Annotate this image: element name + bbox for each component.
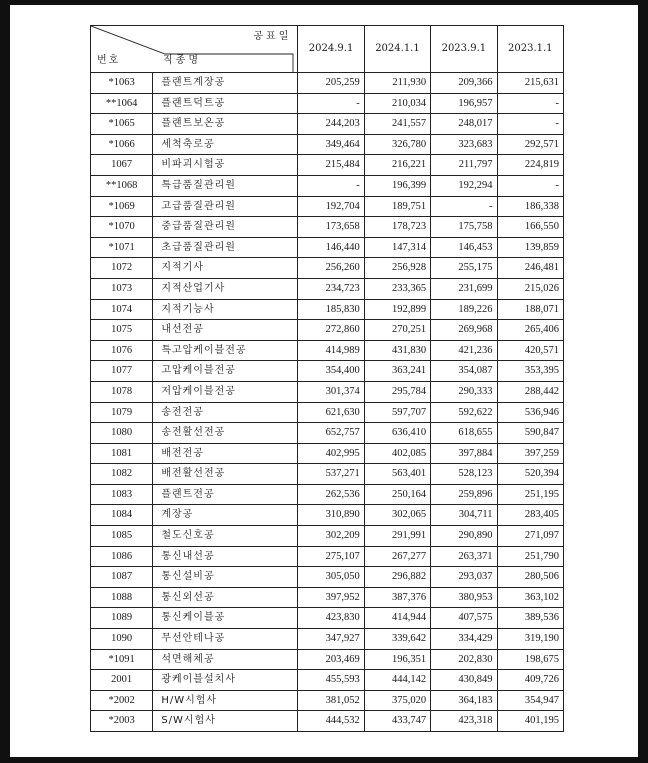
wage-value-cell: 618,655 — [431, 423, 497, 444]
wage-value-cell: 248,017 — [431, 114, 497, 135]
wage-value-cell: 270,251 — [364, 320, 430, 341]
wage-value-cell: 636,410 — [364, 423, 430, 444]
document-page — [10, 5, 638, 757]
job-code-cell: 1073 — [91, 278, 153, 299]
wage-value-cell: 420,571 — [497, 340, 563, 361]
job-code-cell: 1082 — [91, 464, 153, 485]
table-row — [91, 278, 564, 299]
job-code-cell: *1066 — [91, 134, 153, 155]
wage-table — [90, 25, 564, 732]
wage-value-cell: 196,351 — [364, 649, 430, 670]
table-row — [91, 155, 564, 176]
wage-value-cell: 305,050 — [298, 567, 364, 588]
table-row — [91, 237, 564, 258]
wage-value-cell: 444,142 — [364, 670, 430, 691]
job-code-cell: 1074 — [91, 299, 153, 320]
job-name-cell: 통신외선공 — [153, 587, 298, 608]
header-corner-cell — [91, 26, 298, 73]
wage-value-cell: 246,481 — [497, 258, 563, 279]
table-row — [91, 587, 564, 608]
corner-code-label: 번호 — [97, 55, 121, 66]
wage-value-cell: 326,780 — [364, 134, 430, 155]
table-row — [91, 423, 564, 444]
wage-value-cell: 354,087 — [431, 361, 497, 382]
wage-value-cell: 296,882 — [364, 567, 430, 588]
wage-value-cell: 209,366 — [431, 73, 497, 94]
wage-value-cell: 283,405 — [497, 505, 563, 526]
wage-value-cell: 255,175 — [431, 258, 497, 279]
wage-value-cell: - — [431, 196, 497, 217]
wage-value-cell: 215,631 — [497, 73, 563, 94]
job-name-cell: 내선전공 — [153, 320, 298, 341]
job-code-cell: 2001 — [91, 670, 153, 691]
job-name-cell: 통신내선공 — [153, 546, 298, 567]
job-code-cell: 1088 — [91, 587, 153, 608]
job-code-cell: *1065 — [91, 114, 153, 135]
wage-value-cell: 189,751 — [364, 196, 430, 217]
table-row — [91, 464, 564, 485]
job-name-cell: 고압케이블전공 — [153, 361, 298, 382]
wage-value-cell: 381,052 — [298, 690, 364, 711]
job-name-cell: 지적산업기사 — [153, 278, 298, 299]
wage-value-cell: 304,711 — [431, 505, 497, 526]
table-row — [91, 93, 564, 114]
wage-value-cell: 251,790 — [497, 546, 563, 567]
wage-value-cell: 414,989 — [298, 340, 364, 361]
wage-value-cell: 349,464 — [298, 134, 364, 155]
job-code-cell: 1076 — [91, 340, 153, 361]
job-code-cell: 1084 — [91, 505, 153, 526]
table-row — [91, 629, 564, 650]
wage-value-cell: 319,190 — [497, 629, 563, 650]
job-name-cell: 배전활선전공 — [153, 464, 298, 485]
job-name-cell: 플랜트보온공 — [153, 114, 298, 135]
wage-value-cell: 590,847 — [497, 423, 563, 444]
job-code-cell: 1079 — [91, 402, 153, 423]
wage-value-cell: 280,506 — [497, 567, 563, 588]
wage-value-cell: 233,365 — [364, 278, 430, 299]
job-name-cell: 특고압케이블전공 — [153, 340, 298, 361]
job-name-cell: 통신설비공 — [153, 567, 298, 588]
header-date: 2024.9.1 — [298, 26, 364, 73]
wage-value-cell: 402,085 — [364, 443, 430, 464]
wage-value-cell: 189,226 — [431, 299, 497, 320]
wage-value-cell: 363,241 — [364, 361, 430, 382]
header-date: 2023.1.1 — [497, 26, 563, 73]
job-code-cell: *1070 — [91, 217, 153, 238]
wage-value-cell: 290,333 — [431, 381, 497, 402]
wage-value-cell: 250,164 — [364, 484, 430, 505]
job-code-cell: *2002 — [91, 690, 153, 711]
wage-value-cell: 205,259 — [298, 73, 364, 94]
job-name-cell: 초급품질관리원 — [153, 237, 298, 258]
job-name-cell: 특급품질관리원 — [153, 175, 298, 196]
wage-value-cell: 430,849 — [431, 670, 497, 691]
wage-value-cell: 354,400 — [298, 361, 364, 382]
job-code-cell: 1067 — [91, 155, 153, 176]
wage-value-cell: 271,097 — [497, 526, 563, 547]
job-code-cell: 1078 — [91, 381, 153, 402]
wage-value-cell: 433,747 — [364, 711, 430, 732]
table-row — [91, 340, 564, 361]
job-code-cell: *2003 — [91, 711, 153, 732]
wage-value-cell: 263,371 — [431, 546, 497, 567]
wage-value-cell: 293,037 — [431, 567, 497, 588]
table-row — [91, 320, 564, 341]
wage-value-cell: 262,536 — [298, 484, 364, 505]
wage-value-cell: 256,928 — [364, 258, 430, 279]
job-code-cell: *1063 — [91, 73, 153, 94]
table-row — [91, 217, 564, 238]
wage-value-cell: 211,930 — [364, 73, 430, 94]
wage-value-cell: 188,071 — [497, 299, 563, 320]
wage-value-cell: 215,484 — [298, 155, 364, 176]
job-name-cell: H/W시험사 — [153, 690, 298, 711]
table-row — [91, 258, 564, 279]
corner-job-label: 직종명 — [163, 55, 201, 66]
wage-value-cell: 323,683 — [431, 134, 497, 155]
job-name-cell: 무선안테나공 — [153, 629, 298, 650]
job-name-cell: 플랜트덕트공 — [153, 93, 298, 114]
wage-value-cell: 397,259 — [497, 443, 563, 464]
table-row — [91, 134, 564, 155]
table-row — [91, 443, 564, 464]
job-name-cell: S/W시험사 — [153, 711, 298, 732]
wage-value-cell: 536,946 — [497, 402, 563, 423]
wage-value-cell: 267,277 — [364, 546, 430, 567]
wage-value-cell: 397,952 — [298, 587, 364, 608]
wage-value-cell: 364,183 — [431, 690, 497, 711]
wage-value-cell: 409,726 — [497, 670, 563, 691]
wage-value-cell: 216,221 — [364, 155, 430, 176]
header-date: 2024.1.1 — [364, 26, 430, 73]
wage-value-cell: 444,532 — [298, 711, 364, 732]
job-code-cell: 1090 — [91, 629, 153, 650]
job-code-cell: 1072 — [91, 258, 153, 279]
job-code-cell: *1091 — [91, 649, 153, 670]
wage-value-cell: 173,658 — [298, 217, 364, 238]
wage-value-cell: 301,374 — [298, 381, 364, 402]
wage-value-cell: 196,399 — [364, 175, 430, 196]
wage-value-cell: 192,704 — [298, 196, 364, 217]
table-body — [91, 73, 564, 732]
table-row — [91, 649, 564, 670]
job-name-cell: 석면해체공 — [153, 649, 298, 670]
table-row — [91, 299, 564, 320]
wage-value-cell: 353,395 — [497, 361, 563, 382]
table-row — [91, 526, 564, 547]
table-row — [91, 114, 564, 135]
table-row — [91, 361, 564, 382]
job-name-cell: 송전활선전공 — [153, 423, 298, 444]
wage-value-cell: 251,195 — [497, 484, 563, 505]
job-name-cell: 중급품질관리원 — [153, 217, 298, 238]
table-header-row — [91, 26, 564, 73]
wage-value-cell: - — [298, 175, 364, 196]
table-row — [91, 505, 564, 526]
job-code-cell: 1089 — [91, 608, 153, 629]
job-name-cell: 배전전공 — [153, 443, 298, 464]
wage-value-cell: 389,536 — [497, 608, 563, 629]
table-row — [91, 690, 564, 711]
table-row — [91, 670, 564, 691]
wage-value-cell: 241,557 — [364, 114, 430, 135]
wage-value-cell: 310,890 — [298, 505, 364, 526]
wage-value-cell: 192,899 — [364, 299, 430, 320]
job-code-cell: 1080 — [91, 423, 153, 444]
wage-value-cell: 334,429 — [431, 629, 497, 650]
wage-value-cell: 423,830 — [298, 608, 364, 629]
wage-value-cell: 302,065 — [364, 505, 430, 526]
job-name-cell: 비파괴시험공 — [153, 155, 298, 176]
job-name-cell: 플랜트계장공 — [153, 73, 298, 94]
wage-value-cell: 295,784 — [364, 381, 430, 402]
table-row — [91, 381, 564, 402]
wage-value-cell: 528,123 — [431, 464, 497, 485]
job-code-cell: *1069 — [91, 196, 153, 217]
wage-value-cell: 265,406 — [497, 320, 563, 341]
wage-value-cell: 597,707 — [364, 402, 430, 423]
wage-value-cell: 231,699 — [431, 278, 497, 299]
wage-value-cell: 175,758 — [431, 217, 497, 238]
wage-value-cell: - — [497, 175, 563, 196]
wage-value-cell: 196,957 — [431, 93, 497, 114]
wage-value-cell: 202,830 — [431, 649, 497, 670]
wage-value-cell: 291,991 — [364, 526, 430, 547]
wage-value-cell: 203,469 — [298, 649, 364, 670]
wage-value-cell: 146,440 — [298, 237, 364, 258]
wage-value-cell: 563,401 — [364, 464, 430, 485]
wage-value-cell: 224,819 — [497, 155, 563, 176]
wage-value-cell: 259,896 — [431, 484, 497, 505]
wage-value-cell: 186,338 — [497, 196, 563, 217]
wage-value-cell: 269,968 — [431, 320, 497, 341]
header-date: 2023.9.1 — [431, 26, 497, 73]
wage-value-cell: 256,260 — [298, 258, 364, 279]
wage-value-cell: 275,107 — [298, 546, 364, 567]
job-name-cell: 송전전공 — [153, 402, 298, 423]
wage-value-cell: 302,209 — [298, 526, 364, 547]
job-name-cell: 통신케이블공 — [153, 608, 298, 629]
job-name-cell: 세척축로공 — [153, 134, 298, 155]
wage-value-cell: 339,642 — [364, 629, 430, 650]
job-code-cell: 1083 — [91, 484, 153, 505]
table-row — [91, 73, 564, 94]
wage-value-cell: 387,376 — [364, 587, 430, 608]
wage-value-cell: 210,034 — [364, 93, 430, 114]
table-row — [91, 196, 564, 217]
job-name-cell: 고급품질관리원 — [153, 196, 298, 217]
wage-value-cell: 537,271 — [298, 464, 364, 485]
table-row — [91, 402, 564, 423]
job-code-cell: 1081 — [91, 443, 153, 464]
table-row — [91, 546, 564, 567]
job-code-cell: 1087 — [91, 567, 153, 588]
wage-value-cell: 146,453 — [431, 237, 497, 258]
wage-value-cell: 397,884 — [431, 443, 497, 464]
wage-value-cell: 244,203 — [298, 114, 364, 135]
table-row — [91, 567, 564, 588]
job-name-cell: 광케이블설치사 — [153, 670, 298, 691]
wage-value-cell: 290,890 — [431, 526, 497, 547]
job-name-cell: 철도신호공 — [153, 526, 298, 547]
wage-value-cell: 292,571 — [497, 134, 563, 155]
wage-value-cell: 272,860 — [298, 320, 364, 341]
wage-value-cell: 198,675 — [497, 649, 563, 670]
wage-value-cell: 592,622 — [431, 402, 497, 423]
wage-value-cell: 401,195 — [497, 711, 563, 732]
job-name-cell: 지적기능사 — [153, 299, 298, 320]
wage-value-cell: 166,550 — [497, 217, 563, 238]
job-code-cell: 1086 — [91, 546, 153, 567]
table-row — [91, 711, 564, 732]
job-code-cell: 1077 — [91, 361, 153, 382]
job-code-cell: **1068 — [91, 175, 153, 196]
job-name-cell: 플랜트전공 — [153, 484, 298, 505]
wage-value-cell: 147,314 — [364, 237, 430, 258]
wage-value-cell: 234,723 — [298, 278, 364, 299]
wage-value-cell: 455,593 — [298, 670, 364, 691]
job-name-cell: 지적기사 — [153, 258, 298, 279]
job-code-cell: 1075 — [91, 320, 153, 341]
job-name-cell: 계장공 — [153, 505, 298, 526]
wage-value-cell: - — [298, 93, 364, 114]
wage-value-cell: 402,995 — [298, 443, 364, 464]
wage-value-cell: 380,953 — [431, 587, 497, 608]
wage-value-cell: 347,927 — [298, 629, 364, 650]
wage-value-cell: 178,723 — [364, 217, 430, 238]
job-code-cell: **1064 — [91, 93, 153, 114]
wage-value-cell: 363,102 — [497, 587, 563, 608]
table-row — [91, 608, 564, 629]
wage-value-cell: 652,757 — [298, 423, 364, 444]
wage-value-cell: 621,630 — [298, 402, 364, 423]
wage-value-cell: 375,020 — [364, 690, 430, 711]
wage-value-cell: 211,797 — [431, 155, 497, 176]
wage-value-cell: - — [497, 93, 563, 114]
job-name-cell: 저압케이블전공 — [153, 381, 298, 402]
wage-value-cell: 185,830 — [298, 299, 364, 320]
wage-value-cell: 423,318 — [431, 711, 497, 732]
job-code-cell: *1071 — [91, 237, 153, 258]
wage-value-cell: 192,294 — [431, 175, 497, 196]
wage-value-cell: 407,575 — [431, 608, 497, 629]
job-code-cell: 1085 — [91, 526, 153, 547]
wage-value-cell: 520,394 — [497, 464, 563, 485]
corner-announce-label: 공표일 — [253, 31, 292, 42]
wage-value-cell: - — [497, 114, 563, 135]
wage-value-cell: 354,947 — [497, 690, 563, 711]
wage-value-cell: 139,859 — [497, 237, 563, 258]
wage-value-cell: 421,236 — [431, 340, 497, 361]
wage-value-cell: 414,944 — [364, 608, 430, 629]
wage-value-cell: 431,830 — [364, 340, 430, 361]
wage-value-cell: 215,026 — [497, 278, 563, 299]
wage-value-cell: 288,442 — [497, 381, 563, 402]
table-row — [91, 175, 564, 196]
table-row — [91, 484, 564, 505]
